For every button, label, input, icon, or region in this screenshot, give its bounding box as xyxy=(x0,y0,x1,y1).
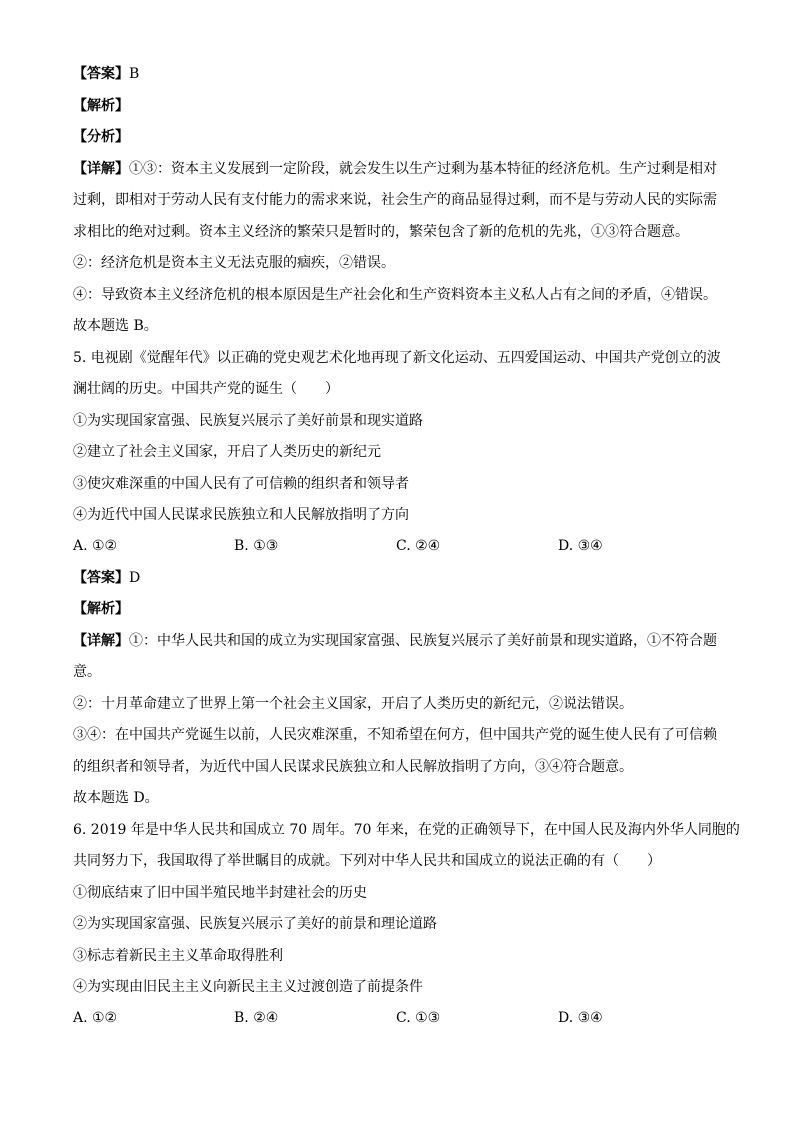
q5-statement: ①为实现国家富强、民族复兴展示了美好前景和现实道路 xyxy=(73,413,423,429)
analysis-label: 【解析】 xyxy=(73,98,129,114)
q6-stem-line: 6. 2019 年是中华人民共和国成立 70 周年。70 年来，在党的正确领导下，在中国人民及海内外华人同胞的 xyxy=(73,822,740,838)
answer-label: 【答案】 xyxy=(73,570,129,586)
q5-conclusion: 故本题选 D。 xyxy=(73,790,159,806)
q6-statement: ①彻底结束了旧中国半殖民地半封建社会的历史 xyxy=(73,885,367,901)
q5-analysis-label xyxy=(73,599,733,619)
detail-label: 【详解】 xyxy=(73,633,129,649)
q5-stem-line: 澜壮阔的历史。中国共产党的诞生（ ） xyxy=(73,381,339,397)
q5-option-d: D. ③④ xyxy=(558,538,603,554)
q6-statement: ②为实现国家富强、民族复兴展示了美好的前景和理论道路 xyxy=(73,916,437,932)
q4-detail-line: 求相比的绝对过剩。资本主义经济的繁荣只是暂时的，繁荣包含了新的危机的先兆，①③符合题意。 xyxy=(73,224,689,240)
q4-detail-line: ②：经济危机是资本主义无法克服的痼疾，②错误。 xyxy=(73,255,395,271)
q5-option-b: B. ①③ xyxy=(234,538,279,554)
answer-label: 【答案】 xyxy=(73,66,129,82)
q6-statement: ③标志着新民主主义革命取得胜利 xyxy=(73,948,283,964)
q6-stem-line: 共同努力下，我国取得了举世瞩目的成就。下列对中华人民共和国成立的说法正确的有（ ） xyxy=(73,853,661,869)
analysis-label: 【解析】 xyxy=(73,601,129,617)
q5-option-c: C. ②④ xyxy=(396,538,441,554)
answer-value: D xyxy=(129,570,141,586)
q4-detail-line: 过剩，即相对于劳动人民有支付能力的需求来说，社会生产的商品显得过剩，而不是与劳动人民的实际需 xyxy=(73,192,717,208)
q5-detail-line xyxy=(73,631,733,651)
q4-detail-line xyxy=(73,159,733,179)
q5-detail-line: ③④：在中国共产党诞生以前，人民灾难深重，不知希望在何方，但中国共产党的诞生使人民有了可信赖 xyxy=(73,727,717,743)
detail-text: ①：中华人民共和国的成立为实现国家富强、民族复兴展示了美好前景和现实道路，①不符合题 xyxy=(129,633,717,649)
q5-detail-line: ②：十月革命建立了世界上第一个社会主义国家，开启了人类历史的新纪元，②说法错误。 xyxy=(73,696,633,712)
q6-option-a: A. ①② xyxy=(73,1010,118,1026)
q5-statement: ④为近代中国人民谋求民族独立和人民解放指明了方向 xyxy=(73,507,409,523)
q4-analysis-label xyxy=(73,96,733,116)
q6-statement: ④为实现由旧民主主义向新民主主义过渡创造了前提条件 xyxy=(73,979,423,995)
q5-statement: ②建立了社会主义国家，开启了人类历史的新纪元 xyxy=(73,444,381,460)
detail-label: 【详解】 xyxy=(73,161,129,177)
q5-detail-line: 的组织者和领导者，为近代中国人民谋求民族独立和人民解放指明了方向，③④符合题意。 xyxy=(73,759,633,775)
q4-conclusion: 故本题选 B。 xyxy=(73,318,158,334)
fenxi-label: 【分析】 xyxy=(73,129,129,145)
q5-answer-line xyxy=(73,568,733,588)
answer-value: B xyxy=(129,66,140,82)
q5-option-a: A. ①② xyxy=(73,538,118,554)
q5-statement: ③使灾难深重的中国人民有了可信赖的组织者和领导者 xyxy=(73,476,409,492)
q6-option-d: D. ③④ xyxy=(558,1010,603,1026)
q6-option-c: C. ①③ xyxy=(396,1010,441,1026)
q4-detail-line: ④：导致资本主义经济危机的根本原因是生产社会化和生产资料资本主义私人占有之间的矛盾，④错误。 xyxy=(73,287,717,303)
q5-stem-line: 5. 电视剧《觉醒年代》以正确的党史观艺术化地再现了新文化运动、五四爱国运动、中国共产党创立的波 xyxy=(73,350,721,366)
detail-text: ①③：资本主义发展到一定阶段，就会发生以生产过剩为基本特征的经济危机。生产过剩是相对 xyxy=(129,161,717,177)
q5-detail-line: 意。 xyxy=(73,664,101,680)
q6-option-b: B. ②④ xyxy=(234,1010,279,1026)
q4-answer-line xyxy=(73,64,733,84)
q4-fenxi-label xyxy=(73,127,733,147)
